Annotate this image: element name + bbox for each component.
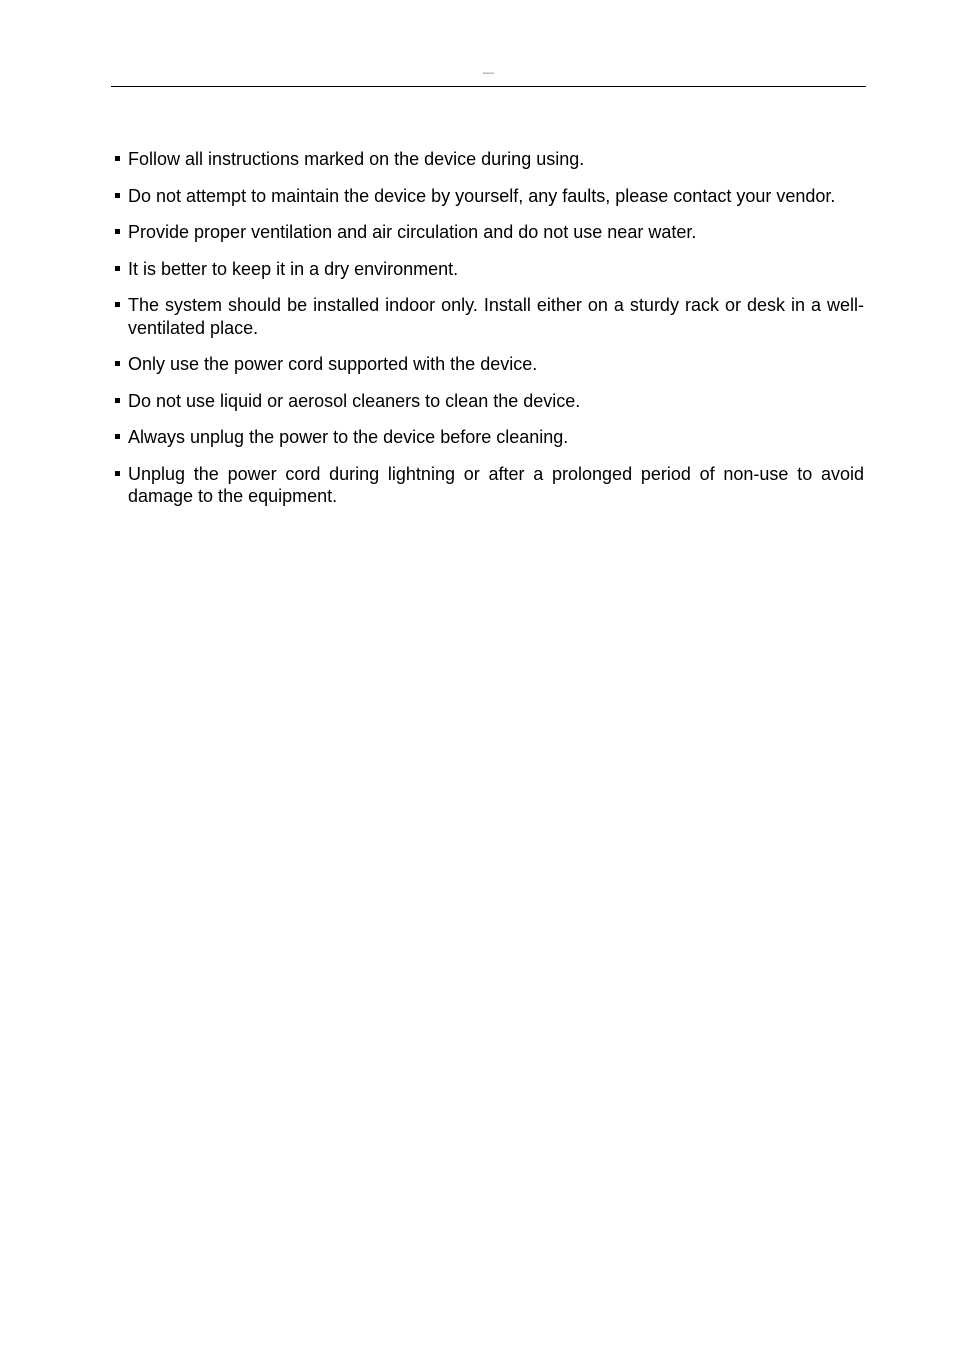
square-bullet-icon xyxy=(115,398,120,403)
safety-instructions-list xyxy=(111,148,864,522)
list-item-text: Do not use liquid or aerosol cleaners to clean the device. xyxy=(128,390,581,411)
list-item-text: It is better to keep it in a dry environment. xyxy=(128,258,459,279)
list-item xyxy=(111,390,864,413)
list-item-text: Only use the power cord supported with the device. xyxy=(128,354,538,374)
list-item-text: Always unplug the power to the device before cleaning. xyxy=(128,427,569,447)
list-item-text: The system should be installed indoor only. Install either on a sturdy rack or desk in a well-ventilated place. xyxy=(128,295,864,338)
list-item xyxy=(111,353,864,376)
list-item xyxy=(111,148,864,171)
list-item xyxy=(111,463,864,508)
square-bullet-icon xyxy=(115,471,120,476)
list-item-text: Provide proper ventilation and air circulation and do not use near water. xyxy=(128,222,697,242)
list-item-text: Unplug the power cord during lightning or after a prolonged period of non-use to avoid damage to the equipment. xyxy=(128,463,864,506)
list-item xyxy=(111,185,864,208)
list-item xyxy=(111,258,864,281)
square-bullet-icon xyxy=(115,266,120,271)
list-item-text: Do not attempt to maintain the device by yourself, any faults, please contact your vendor. xyxy=(128,185,836,206)
list-item xyxy=(111,426,864,449)
square-bullet-icon xyxy=(115,193,120,198)
header-rule xyxy=(111,86,866,87)
page-header xyxy=(111,66,866,88)
square-bullet-icon xyxy=(115,434,120,439)
header-mark: — xyxy=(483,67,494,79)
square-bullet-icon xyxy=(115,156,120,161)
square-bullet-icon xyxy=(115,361,120,366)
list-item-text: Follow all instructions marked on the device during using. xyxy=(128,149,585,169)
list-item xyxy=(111,294,864,339)
square-bullet-icon xyxy=(115,229,120,234)
square-bullet-icon xyxy=(115,302,120,307)
list-item xyxy=(111,221,864,244)
